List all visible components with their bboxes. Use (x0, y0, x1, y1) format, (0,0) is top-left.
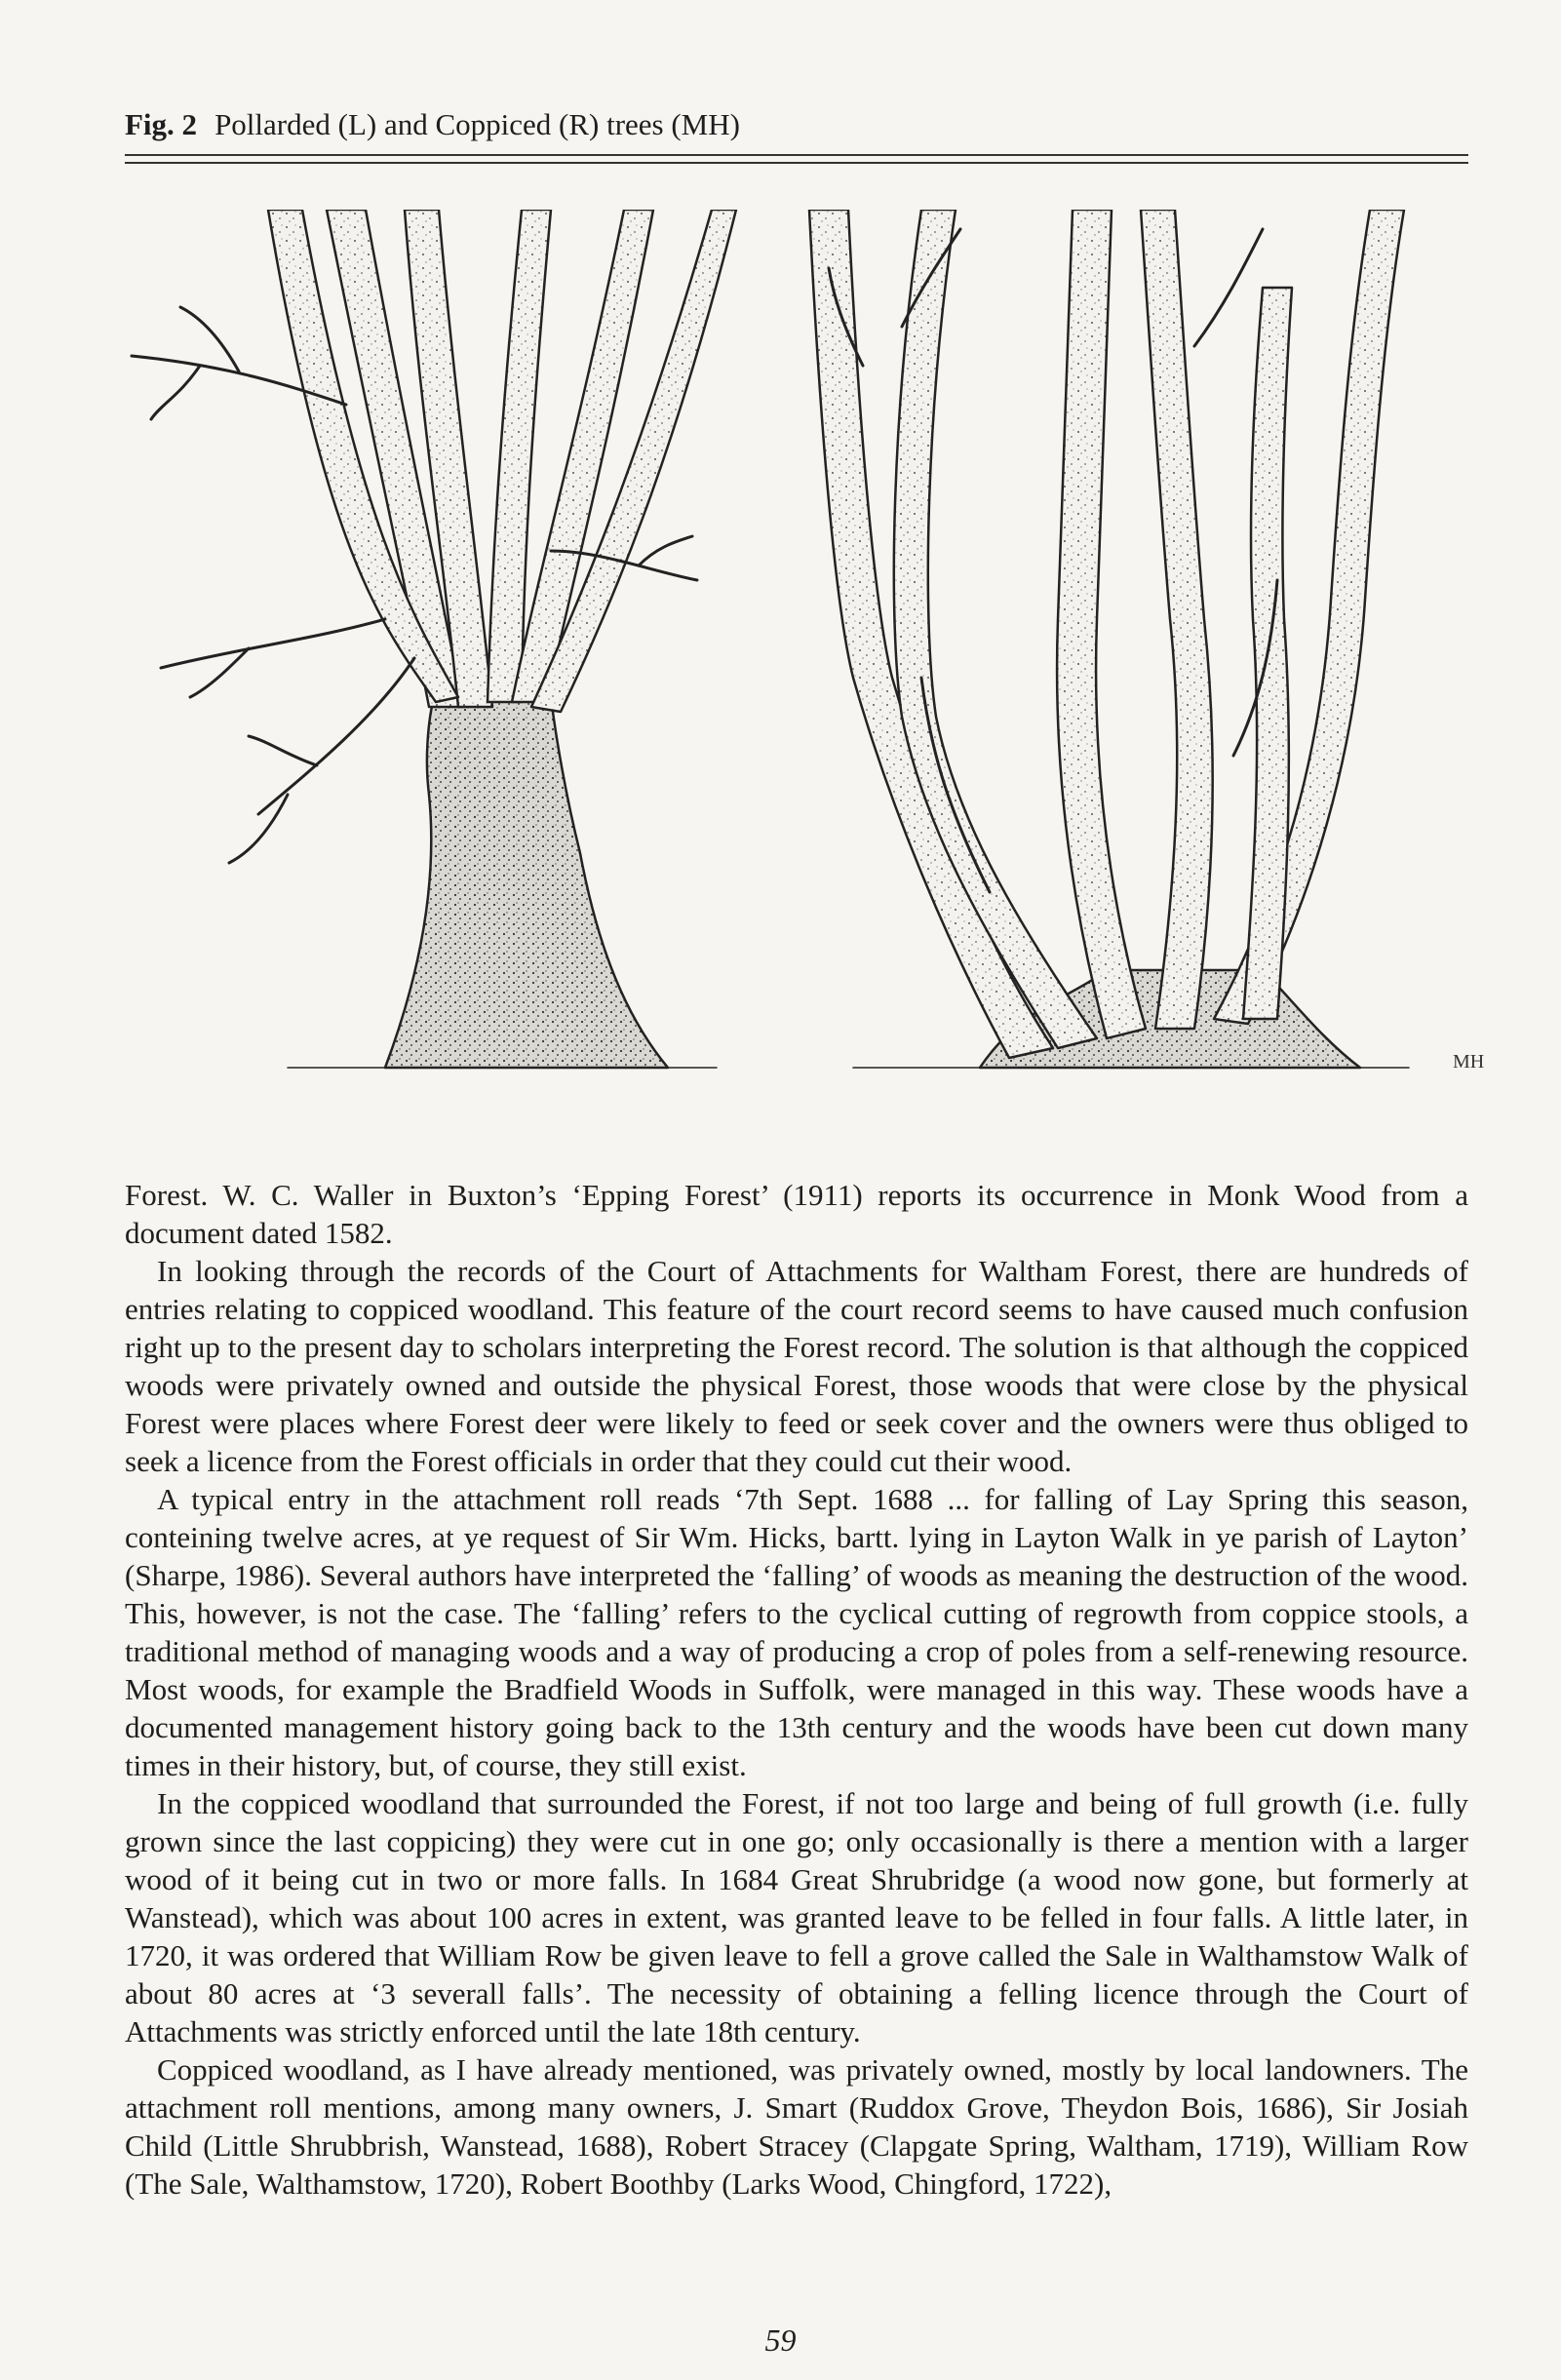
caption-rule-top (125, 154, 1468, 156)
paragraph-2: In looking through the records of the Court of Attachments for Waltham Forest, there are hundreds of entries relating to coppiced woodland. This feature of the court record seems to have caused much confusion right up to the present day to scholars interpreting the Forest record. The solution is that although the coppiced woods were privately owned and outside the physical Forest, those woods that were close by the physical Forest were places where Forest deer were likely to feed or seek cover and the owners were thus obliged to seek a licence from the Forest officials in order that they could cut their wood. (125, 1254, 1468, 1478)
page-number: 59 (764, 2322, 797, 2358)
tree-illustration (93, 210, 1492, 1126)
paragraph-5: Coppiced woodland, as I have already mentioned, was privately owned, mostly by local landowners. The attachment roll mentions, among many owners, J. Smart (Ruddox Grove, Theydon Bois, 1686), Sir Josiah Child (Little Shrubbrish, Wanstead, 1688), Robert Stracey (Clapgate Spring, Waltham, 1719), William Row (The Sale, Walthamstow, 1720), Robert Boothby (Larks Wood, Chingford, 1722), (125, 2052, 1468, 2201)
figure-caption-text: Pollarded (L) and Coppiced (R) trees (MH) (215, 107, 740, 141)
caption-rule-bottom (125, 162, 1468, 164)
paragraph-3: A typical entry in the attachment roll reads ‘7th Sept. 1688 ... for falling of Lay Spring this season, conteining twelve acres, at ye request of Sir Wm. Hicks, bartt. lying in Layton Walk in ye parish of Layton’ (Sharpe, 1986). Several authors have interpreted the ‘falling’ of woods as meaning the destruction of the wood. This, however, is not the case. The ‘falling’ refers to the cyclical cutting of regrowth from coppice stools, a traditional method of managing woods and a way of producing a crop of poles from a self-renewing resource. Most woods, for example the Bradfield Woods in Suffolk, were managed in this way. These woods have a documented management history going back to the 13th century and the woods have been cut down many times in their history, but, of course, they still exist. (125, 1482, 1468, 1782)
figure-label: Fig. 2 (125, 107, 198, 141)
coppiced-tree (809, 210, 1409, 1068)
artist-mark: MH (1453, 1051, 1485, 1073)
body-text (125, 1176, 1468, 2203)
pollarded-tree (132, 210, 736, 1068)
paragraph-4: In the coppiced woodland that surrounded the Forest, if not too large and being of full growth (i.e. fully grown since the last coppicing) they were cut in one go; only occasionally is there a mention with a larger wood of it being cut in two or more falls. In 1684 Great Shrubridge (a wood now gone, but formerly at Wanstead), which was about 100 acres in extent, was granted leave to be felled in four falls. A little later, in 1720, it was ordered that William Row be given leave to fell a grove called the Sale in Walthamstow Walk of about 80 acres at ‘3 severall falls’. The necessity of obtaining a felling licence through the Court of Attachments was strictly enforced until the late 18th century. (125, 1786, 1468, 2048)
figure-caption (125, 109, 740, 139)
paragraph-1: Forest. W. C. Waller in Buxton’s ‘Epping Forest’ (1911) reports its occurrence in Monk Wood from a document dated 1582. (125, 1178, 1468, 1250)
